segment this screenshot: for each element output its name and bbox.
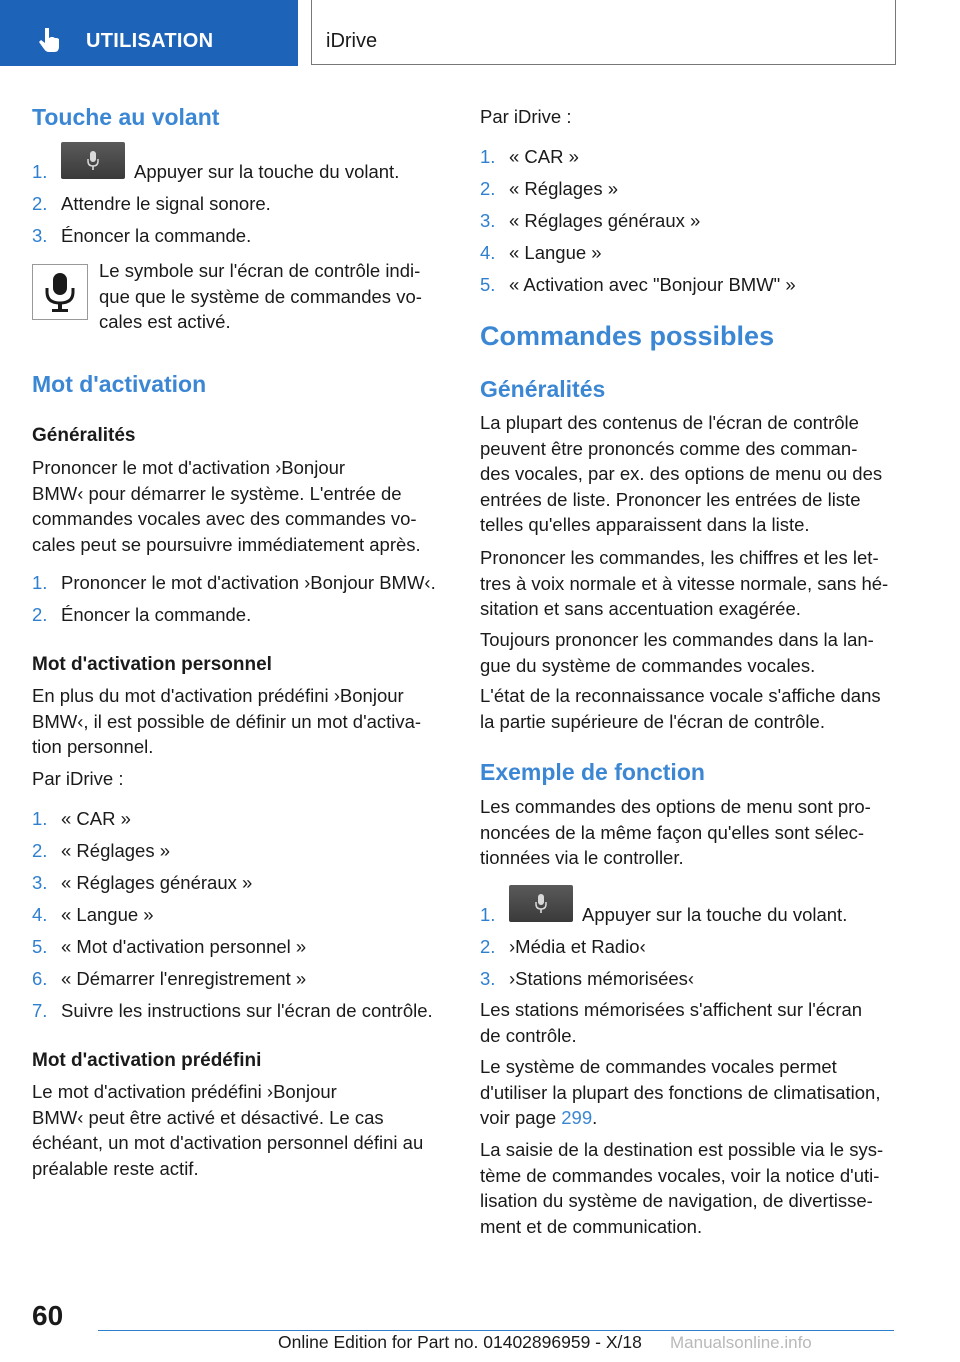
list-number: 2. <box>32 604 48 625</box>
heading-mot-predefini: Mot d'activation prédéfini <box>32 1050 262 1071</box>
list-number: 1. <box>480 904 496 925</box>
step-text: « Langue » <box>61 904 154 925</box>
list-item-text <box>582 903 847 927</box>
step-text: ›Stations mémorisées‹ <box>509 968 695 989</box>
voice-symbol-image <box>32 264 88 320</box>
paragraph-exemple: Les commandes des options de menu sont pro- noncées de la même façon qu'elles sont sélec- tionnées via le controller. <box>480 796 871 869</box>
list-number: 2. <box>32 840 48 861</box>
paragraph-destination: La saisie de la destination est possible via le sys- tème de commandes vocales, voir la notice d'uti- lisation du système de navigation, de divertisse- ment et de communication. <box>480 1139 884 1237</box>
step-text: Appuyer sur la touche du volant. <box>582 904 848 925</box>
list-number: 5. <box>32 936 48 957</box>
list-number: 4. <box>32 904 48 925</box>
step-text: « Réglages » <box>509 178 619 199</box>
chapter-tab-label: iDrive <box>326 30 378 52</box>
list-number: 1. <box>480 146 496 167</box>
paragraph-langue: Toujours prononcer les commandes dans la lan- gue du système de commandes vocales. <box>480 629 874 676</box>
list-number: 1. <box>32 808 48 829</box>
list-number: 3. <box>32 872 48 893</box>
step-text: « Réglages généraux » <box>509 210 701 231</box>
step-text: Énoncer la commande. <box>61 225 252 246</box>
list-number: 2. <box>480 178 496 199</box>
heading-generalites: Généralités <box>32 425 136 446</box>
heading-generalites: Généralités <box>480 376 606 402</box>
page-number: 60 <box>32 1300 64 1331</box>
list-number: 2. <box>32 193 48 214</box>
paragraph-stations: Les stations mémorisées s'affichent sur l'écran de contrôle. <box>480 999 863 1046</box>
step-text: Énoncer la commande. <box>61 604 252 625</box>
par-idrive-label: Par iDrive : <box>32 768 124 789</box>
paragraph-contenus: La plupart des contenus de l'écran de contrôle peuvent être prononcés comme des comman- des vocales, par ex. des options de menu ou des entrées de liste. Prononcer les entrées de liste telles qu'elles apparaissent dans la liste. <box>480 412 883 536</box>
step-text: ›Média et Radio‹ <box>509 936 646 957</box>
footer-divider <box>98 1330 894 1331</box>
list-number: 1. <box>32 572 48 593</box>
par-idrive-label: Par iDrive : <box>480 106 572 127</box>
step-text: Suivre les instructions sur l'écran de contrôle. <box>61 1000 433 1021</box>
paragraph-prononcer: Prononcer les commandes, les chiffres et les let- tres à voix normale et à vitesse normale, sans hé- sitation et sans accentuation exagérée. <box>480 547 889 620</box>
voice-key-button-image <box>61 142 125 179</box>
step-text: « Activation avec "Bonjour BMW" » <box>509 274 796 295</box>
list-number: 5. <box>480 274 496 295</box>
edition-footer: Online Edition for Part no. 01402896959 - X/18 <box>278 1332 642 1352</box>
page-link[interactable]: 299 <box>561 1107 593 1129</box>
step-text: « Réglages » <box>61 840 171 861</box>
heading-touche-volant: Touche au volant <box>32 104 220 130</box>
paragraph-generalites: Prononcer le mot d'activation ›Bonjour BMW‹ pour démarrer le système. L'entrée de commandes vocales avec des commandes vo- cales peut se poursuivre immédiatement après. <box>32 457 421 555</box>
voice-key-button-image <box>509 885 573 922</box>
step-text: « CAR » <box>509 146 579 167</box>
list-number: 6. <box>32 968 48 989</box>
list-number: 1. <box>32 161 48 182</box>
list-number: 2. <box>480 936 496 957</box>
microphone-icon <box>85 150 101 172</box>
step-text: Appuyer sur la touche du volant. <box>134 161 400 182</box>
list-number: 4. <box>480 242 496 263</box>
watermark: Manualsonline.info <box>670 1333 812 1352</box>
step-text: « Démarrer l'enregistrement » <box>61 968 307 989</box>
chapter-tab <box>311 0 896 65</box>
list-number: 3. <box>480 210 496 231</box>
heading-commandes-possibles: Commandes possibles <box>480 321 775 351</box>
heading-mot-personnel: Mot d'activation personnel <box>32 654 272 675</box>
list-number: 7. <box>32 1000 48 1021</box>
heading-mot-activation: Mot d'activation <box>32 371 207 397</box>
step-text: Prononcer le mot d'activation ›Bonjour BMW‹. <box>61 572 436 593</box>
microphone-icon <box>41 271 79 313</box>
symbol-description: Le symbole sur l'écran de contrôle indi- que que le système de commandes vo- cales est activé. <box>99 260 422 333</box>
section-tab <box>0 0 298 66</box>
step-text: « CAR » <box>61 808 131 829</box>
list-number: 3. <box>480 968 496 989</box>
step-text: « Mot d'activation personnel » <box>61 936 307 957</box>
section-tab-label: UTILISATION <box>86 30 214 52</box>
page-header <box>0 0 960 66</box>
list-item-text <box>134 160 399 184</box>
step-text: Attendre le signal sonore. <box>61 193 271 214</box>
paragraph-etat: L'état de la reconnaissance vocale s'affiche dans la partie supérieure de l'écran de contrôle. <box>480 685 881 732</box>
microphone-icon <box>533 893 549 915</box>
paragraph-mot-predefini: Le mot d'activation prédéfini ›Bonjour BMW‹ peut être activé et désactivé. Le cas échéant, un mot d'activation personnel défini au préalable reste actif. <box>32 1081 424 1179</box>
step-text: « Réglages généraux » <box>61 872 253 893</box>
paragraph-mot-personnel: En plus du mot d'activation prédéfini ›Bonjour BMW‹, il est possible de définir un mot d'activa- tion personnel. <box>32 685 422 758</box>
paragraph-climatisation: Le système de commandes vocales permet d'utiliser la plupart des fonctions de climatisation, voir page 299. <box>480 1056 881 1129</box>
step-text: « Langue » <box>509 242 602 263</box>
hand-pointer-icon <box>36 24 66 54</box>
heading-exemple-fonction: Exemple de fonction <box>480 759 705 785</box>
list-number: 3. <box>32 225 48 246</box>
